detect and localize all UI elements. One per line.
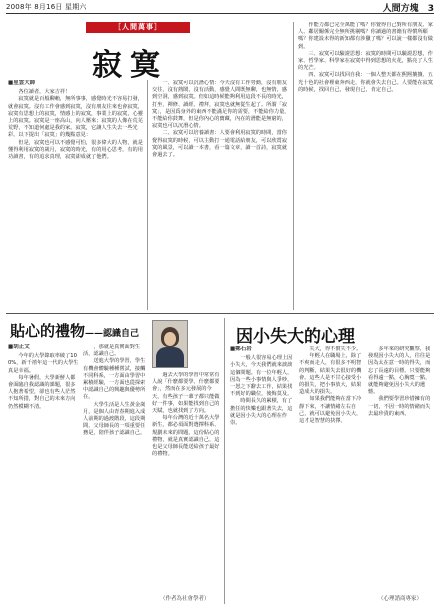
article3-footer: （心理諮商專家） [378, 596, 423, 602]
article3-title: 因小失大的心理 [236, 327, 355, 347]
article1-col3 [298, 22, 434, 308]
article2-title-main: 貼心的禮物 [10, 322, 86, 340]
article3-col3 [368, 346, 434, 590]
article2-col1 [8, 344, 80, 602]
paragraph: 大學生活是人生黃金歲月，是個人由青春期進入成人前期的過渡階段，這段期間，父母師長的一項重要任務是，陪伴孩子認識自己。 [83, 401, 146, 437]
paragraph: 失大，得不償失不少。 [309, 346, 362, 352]
column-banner: ［人間萬事］ [86, 22, 190, 33]
paragraph: 各位讀者，大家吉祥！ [18, 89, 71, 96]
section-rule [6, 313, 434, 314]
paragraph: ，那就是真實面對生活，認識自己。 [83, 344, 141, 358]
paragraph: 二、寂寞可以培養讀書：人要會利用寂寞的時間，當你覺得寂寞的時候，可以主動打一通電話給朋友，可以欣賞寂寞的風景，可以讀一本書，看一篇文章，讀一首詩，寂寞就會過去了。 [152, 130, 287, 159]
paragraph: 我們要學習珍惜擁有的一切，不因一時的情緒而失去最珍貴的東西。 [368, 396, 431, 417]
article3-byline: ■鄭石岩 [230, 346, 252, 352]
paragraph: 一、寂寞可以沉潛心情：今天沒有工作勞動，沒有朋友交往，沒有熱鬧，沒有活動，感覺人間既無聊，也無情，感到空洞，感到寂寞。但如這時候能夠利用這段不長的時光，打坐、禪修、讀經、禮拜，寂寞也就無從生起了。所謂「寂寞」，是因爲身外的東西不能滿足你的需要，不能給你力量，不能給你鼓舞，但是你內心的寶藏，內在的潛能是無窮的，寂寞也可以沉潛心情。 [152, 80, 290, 130]
paragraph: 時間長久的累積，有了擔任的快樂也跟著失去，這就是因小失大的心理在作祟。 [230, 398, 293, 427]
photo-body [156, 347, 184, 367]
paragraph: 三、寂寞可以驗證思想：寂寞的時間可以驗證思想，作家、哲學家、科學家在寂寞中得到思想的火花，點亮了人生的光芒。 [298, 50, 433, 72]
article2-col2 [83, 344, 149, 602]
article2-title [10, 320, 139, 341]
author-photo [152, 320, 188, 368]
article2-footer: （作者為社會學者） [160, 596, 210, 602]
article3-col1 [230, 346, 296, 602]
page-number: 3 [427, 4, 434, 14]
paragraph: 多年來的研究觀察，我發現因小失大的人，往往是因為太在意一時的得失，而忘了長遠的目標。只要能夠看得遠一點，心胸寬一點，就能夠避免因小失大的遺憾。 [368, 346, 431, 396]
article2-subtitle: ——認識自己 [85, 329, 140, 339]
page-header [0, 0, 440, 16]
article2-byline: ■胡正文 [8, 344, 30, 350]
paragraph: 一般人很容易心理上因小失大，今天我們就來談談這個問題。有一位年輕人，因為一些小事情與人爭吵，一怒之下辭去工作，結果找不到好的職位，後悔莫及。 [230, 355, 293, 398]
article1-col2 [152, 80, 290, 308]
paragraph: 四、寂寞可以找回自我：一個人整天都在熙熙攘攘、五光十色的社會裡東奔西走，你就會失去自己。人要能在寂寞的時候，找回自己，發現自己，肯定自己。 [298, 72, 433, 93]
header-rule [6, 13, 434, 14]
photo-face [164, 332, 176, 346]
article1-title: 寂寞 [92, 48, 168, 83]
paragraph: 每年暑假，大學新鮮人都會面臨自我認識的課題，很多人抱著希望，卻也有些人茫然不知所措，對自己的未來方向仍然模糊不清。 [8, 374, 76, 410]
paragraph: 如果我們能夠在當下冷靜下來，不讓情緒左右自己，就可以避免因小失大，這才是智慧的抉擇。 [299, 396, 362, 425]
column-divider [224, 318, 225, 604]
article3-col2 [299, 346, 365, 602]
paragraph: 送進大學的學習，學生有機會體驗種種嘗試，接觸不同科系，一方面由學習中累積經驗，一方面也從探索中認識自己的興趣與優勢所在。 [83, 358, 146, 401]
paragraph: 但是，寂寞也可以不感覺可怕，很多偉大的人物，就是懂得利用寂寞的歲月，寂寞的時光，有的用心思考，有的用功讀書，有的追求真理，寂寞卻成就了他們。 [8, 139, 143, 161]
paragraph: 每年台灣的近十萬名大學新生，都必須面對選擇科系、規劃未來的問題。這份貼心的禮物，就是真實認識自己，這也是父母師長能送給孩子最好的禮物。 [152, 415, 220, 458]
paragraph: 過去大學的學習中常常有人說「什麼都要學、什麼都要會」，然而在多元發展的今天，有些孩子一輩子都只能做好一件事，如果能找到自己的天賦，也就找到了方向。 [152, 372, 220, 415]
article2-col3 [152, 372, 220, 590]
paragraph: 作能力都已完全萬能了嗎？你覺得自己對所有朋友、家人、鄰居關係完全無所挑剔嗎？你讀過的書籍有得償所願嗎？你建設未得的新知都有涉獵了嗎？可以說一樣都沒有做到。 [298, 22, 433, 50]
paragraph: 寂寞就是百般聊賴，無所事事，感覺時光不容易打發，就會寂寞。沒有工作會感到寂寞，沒有朋友往來也會寂寞，寂寞有思想上的寂寞，情感上的寂寞，事業上的寂寞，心靈上的寂寞。寂寞是一座高山，向人壓來；寂寞的人像在荒芜荒野，不知道何處是我的家。寂寞，它讓人生失去一些光彩。以下提出「寂寞」的幾點意見： [8, 96, 143, 139]
section-name: 人間方塊 [382, 4, 419, 14]
paragraph: 今年的大學錄取率破了100%，新千禧年這一代的大學生真是幸福。 [8, 353, 79, 374]
article1-byline: ■星雲大師 [8, 80, 36, 86]
issue-date: 2008年 8月16日 星期六 [6, 3, 87, 11]
column-divider [147, 80, 148, 310]
paragraph: 年輕人在職場上，除了不爽而走人，有很多不明智的判斷，結果失去很好的機會。這些人是不甘心接受小的損失，把小事放大，結果造成大的損失。 [299, 353, 362, 396]
column-divider [293, 22, 294, 310]
article1-col1 [8, 80, 144, 308]
